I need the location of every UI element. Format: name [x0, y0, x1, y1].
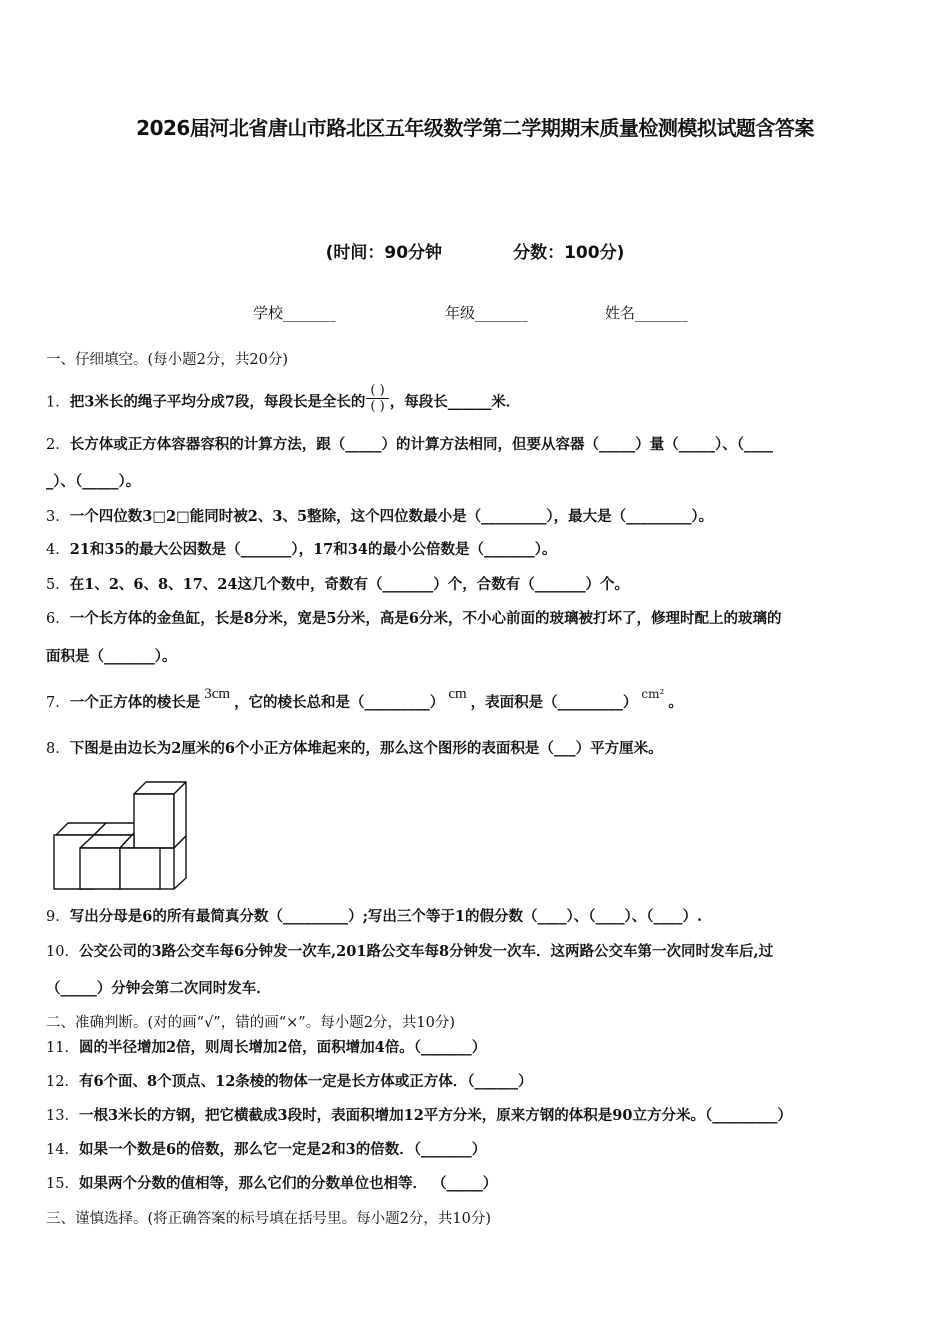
fraction-numerator: ( ): [370, 383, 385, 398]
name-field: 姓名_______: [605, 304, 688, 322]
section-1-heading: 一、仔细填空。(每小题2分，共20分): [46, 352, 288, 368]
question-text: 如果一个数是6的倍数，那么它一定是2和3的倍数．（_______）: [78, 1141, 487, 1158]
question-14: [46, 1140, 486, 1160]
question-text: ，表面积是（_________）: [470, 694, 638, 711]
unit-cm: 3cm: [204, 686, 231, 702]
question-text: 一个正方体的棱长是: [69, 694, 201, 711]
question-text: 一个四位数3□2□能同时被2、3、5整除，这个四位数最小是（_________），最大是（_________）。: [69, 508, 714, 525]
unit-cm-squared: cm²: [641, 687, 665, 701]
question-2-line-2: _）、（_____）。: [46, 473, 141, 490]
question-text: 下图是由边长为2厘米的6个小正方体堆起来的，那么这个图形的表面积是（___）平方厘米。: [69, 740, 663, 757]
question-3: [46, 507, 713, 527]
cube-stack-figure: [50, 780, 190, 892]
section-3-heading: 三、谨慎选择。(将正确答案的标号填在括号里。每小题2分，共10分): [46, 1211, 491, 1227]
question-number: 13．: [46, 1108, 79, 1124]
question-4: [46, 540, 556, 560]
question-text: ，它的棱长总和是（_________）: [234, 694, 445, 711]
section-2-heading: 二、准确判断。(对的画“√”，错的画“×”。每小题2分，共10分): [46, 1015, 456, 1031]
question-text: 一个长方体的金鱼缸，长是8分米，宽是5分米，高是6分米，不小心前面的玻璃被打坏了，修理时配上的玻璃的: [69, 610, 782, 627]
time-label: (时间：90分钟: [325, 243, 443, 263]
question-10-line-1: [46, 942, 773, 962]
question-7: [46, 686, 683, 713]
question-6-line-1: [46, 609, 782, 629]
cube-front-face: [134, 794, 174, 848]
question-number: 9．: [46, 909, 70, 925]
unit-cm: cm: [448, 686, 467, 702]
question-5: [46, 575, 629, 595]
question-number: 10．: [46, 944, 79, 960]
question-text: 写出分母是6的所有最简真分数（_________）;写出三个等于1的假分数（____）、（____）、（____）.: [69, 908, 703, 925]
question-number: 2．: [46, 437, 70, 453]
question-number: 15．: [46, 1176, 79, 1192]
question-number: 11．: [46, 1040, 79, 1056]
question-text: 圆的半径增加2倍，则周长增加2倍，面积增加4倍。（_______）: [78, 1039, 487, 1056]
question-text: 如果两个分数的值相等，那么它们的分数单位也相等． （_____）: [78, 1175, 498, 1192]
question-number: 4．: [46, 542, 70, 558]
question-6-line-2: 面积是（_______）。: [46, 648, 177, 665]
question-number: 3．: [46, 509, 70, 525]
cube-front-face: [80, 848, 120, 889]
question-text: 长方体或正方体容器容积的计算方法，跟（_____）的计算方法相同，但要从容器（_____）量（_____）、（____: [69, 436, 773, 453]
question-text: 有6个面、8个顶点、12条棱的物体一定是长方体或正方体．（______）: [78, 1073, 533, 1090]
question-15: [46, 1174, 497, 1194]
question-number: 8．: [46, 741, 70, 757]
question-number: 12．: [46, 1074, 79, 1090]
question-number: 6．: [46, 611, 70, 627]
cube-front-face: [120, 848, 160, 889]
question-text: 把3米长的绳子平均分成7段，每段长是全长的: [69, 393, 366, 411]
question-text: 公交公司的3路公交车每6分钟发一次车,201路公交车每8分钟发一次车．这两路公交车第一次同时发车后,过: [78, 943, 774, 960]
question-text: 。: [668, 694, 683, 711]
question-8: [46, 739, 663, 759]
question-number: 7．: [46, 695, 70, 711]
fraction-denominator: ( ): [370, 399, 385, 414]
question-text: ，每段长______米．: [389, 393, 521, 411]
grade-field: 年级_______: [445, 304, 528, 322]
question-10-line-2: （_____）分钟会第二次同时发车．: [46, 980, 271, 997]
time-score-line: [0, 238, 950, 263]
question-number: 14．: [46, 1142, 79, 1158]
question-9: [46, 907, 702, 927]
question-12: [46, 1072, 533, 1092]
question-2-line-1: [46, 435, 773, 455]
page-title: 2026届河北省唐山市路北区五年级数学第二学期期末质量检测模拟试题含答案: [136, 116, 814, 140]
question-text: 在1、2、6、8、17、24这几个数中，奇数有（_______）个，合数有（_______）个。: [69, 576, 629, 593]
fraction-blank: [366, 383, 388, 414]
score-label: 分数：100分): [513, 243, 625, 263]
question-number: 5．: [46, 577, 70, 593]
school-field: 学校_______: [253, 304, 336, 322]
question-1: [46, 383, 521, 418]
question-11: [46, 1038, 486, 1058]
question-number: 1．: [46, 394, 70, 411]
question-13: [46, 1106, 792, 1126]
question-text: 一根3米长的方钢，把它横截成3段时，表面积增加12平方分米，原来方钢的体积是90立方分米。（_________）: [78, 1107, 792, 1124]
question-text: 21和35的最大公因数是（_______），17和34的最小公倍数是（_______）。: [69, 541, 557, 558]
